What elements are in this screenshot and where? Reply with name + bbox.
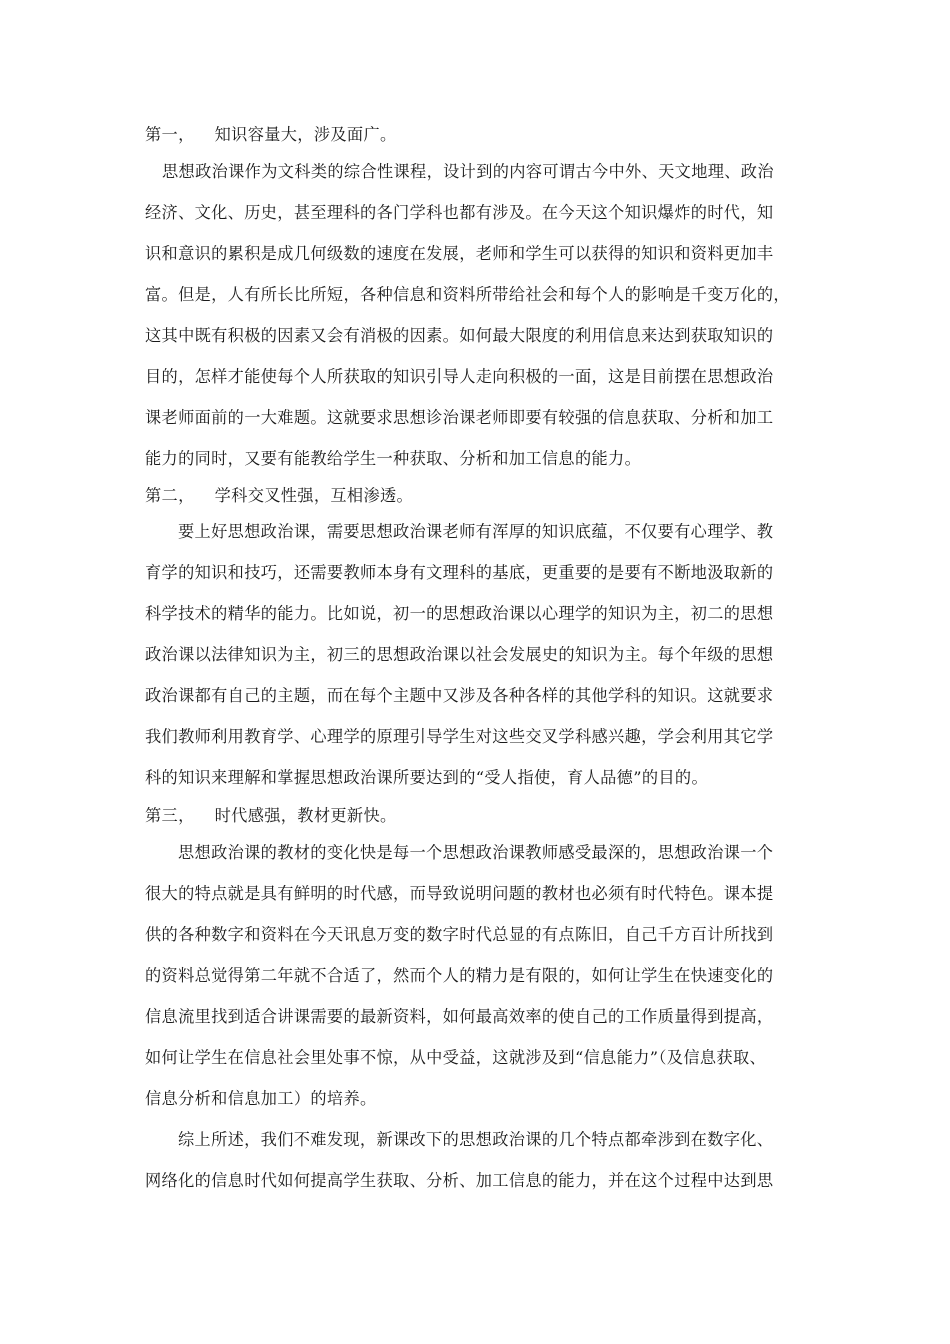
paragraph-line: 富。但是，人有所长比所短，各种信息和资料所带给社会和每个人的影响是千变万化的， [145, 285, 790, 304]
section-2-heading [145, 485, 805, 507]
section-1-title: 知识容量大，涉及面广。 [214, 125, 397, 144]
section-2-number: 第二， [145, 486, 195, 505]
paragraph-line: 识和意识的累积是成几何级数的速度在发展，老师和学生可以获得的知识和资料更加丰 [145, 244, 774, 263]
paragraph-line: 这其中既有积极的因素又会有消极的因素。如何最大限度的利用信息来达到获取知识的 [145, 326, 774, 345]
paragraph-line: 思想政治课的教材的变化快是每一个思想政治课教师感受最深的，思想政治课一个 [178, 843, 774, 862]
paragraph-line: 要上好思想政治课，需要思想政治课老师有浑厚的知识底蕴，不仅要有心理学、教 [178, 522, 774, 541]
section-1-number: 第一， [145, 125, 195, 144]
paragraph-line: 育学的知识和技巧，还需要教师本身有文理科的基底，更重要的是要有不断地汲取新的 [145, 563, 774, 582]
paragraph-line: 政治课都有自己的主题，而在每个主题中又涉及各种各样的其他学科的知识。这就要求 [145, 686, 774, 705]
conclusion-line: 网络化的信息时代如何提高学生获取、分析、加工信息的能力，并在这个过程中达到思 [145, 1171, 774, 1190]
paragraph-line: 课老师面前的一大难题。这就要求思想诊治课老师即要有较强的信息获取、分析和加工 [145, 408, 774, 427]
paragraph-line: 很大的特点就是具有鲜明的时代感，而导致说明问题的教材也必须有时代特色。课本提 [145, 884, 774, 903]
conclusion-line: 综上所述，我们不难发现，新课改下的思想政治课的几个特点都牵涉到在数字化、 [178, 1130, 774, 1149]
paragraph-line: 如何让学生在信息社会里处事不惊，从中受益，这就涉及到“信息能力”（及信息获取、 [145, 1048, 767, 1067]
paragraph-line: 目的，怎样才能使每个人所获取的知识引导人走向积极的一面，这是目前摆在思想政治 [145, 367, 774, 386]
section-3-title: 时代感强，教材更新快。 [214, 806, 397, 825]
section-3-number: 第三， [145, 806, 195, 825]
paragraph-line: 经济、文化、历史，甚至理科的各门学科也都有涉及。在今天这个知识爆炸的时代，知 [145, 203, 774, 222]
paragraph-line: 信息分析和信息加工）的培养。 [145, 1089, 377, 1108]
paragraph-line: 政治课以法律知识为主，初三的思想政治课以社会发展史的知识为主。每个年级的思想 [145, 645, 774, 664]
section-2-title: 学科交叉性强，互相渗透。 [214, 486, 414, 505]
paragraph-line: 我们教师利用教育学、心理学的原理引导学生对这些交叉学科感兴趣，学会利用其它学 [145, 727, 774, 746]
paragraph-line: 科的知识来理解和掌握思想政治课所要达到的“受人指使，育人品德”的目的。 [145, 768, 708, 787]
section-1-heading [145, 124, 805, 146]
section-3-heading [145, 805, 805, 827]
paragraph-line: 思想政治课作为文科类的综合性课程，设计到的内容可谓古今中外、天文地理、政治 [162, 162, 774, 181]
paragraph-line: 的资料总觉得第二年就不合适了，然而个人的精力是有限的，如何让学生在快速变化的 [145, 966, 774, 985]
paragraph-line: 科学技术的精华的能力。比如说，初一的思想政治课以心理学的知识为主，初二的思想 [145, 604, 774, 623]
paragraph-line: 信息流里找到适合讲课需要的最新资料，如何最高效率的使自己的工作质量得到提高， [145, 1007, 774, 1026]
paragraph-line: 能力的同时，又要有能教给学生一种获取、分析和加工信息的能力。 [145, 449, 642, 468]
paragraph-line: 供的各种数字和资料在今天讯息万变的数字时代总显的有点陈旧，自己千方百计所找到 [145, 925, 774, 944]
